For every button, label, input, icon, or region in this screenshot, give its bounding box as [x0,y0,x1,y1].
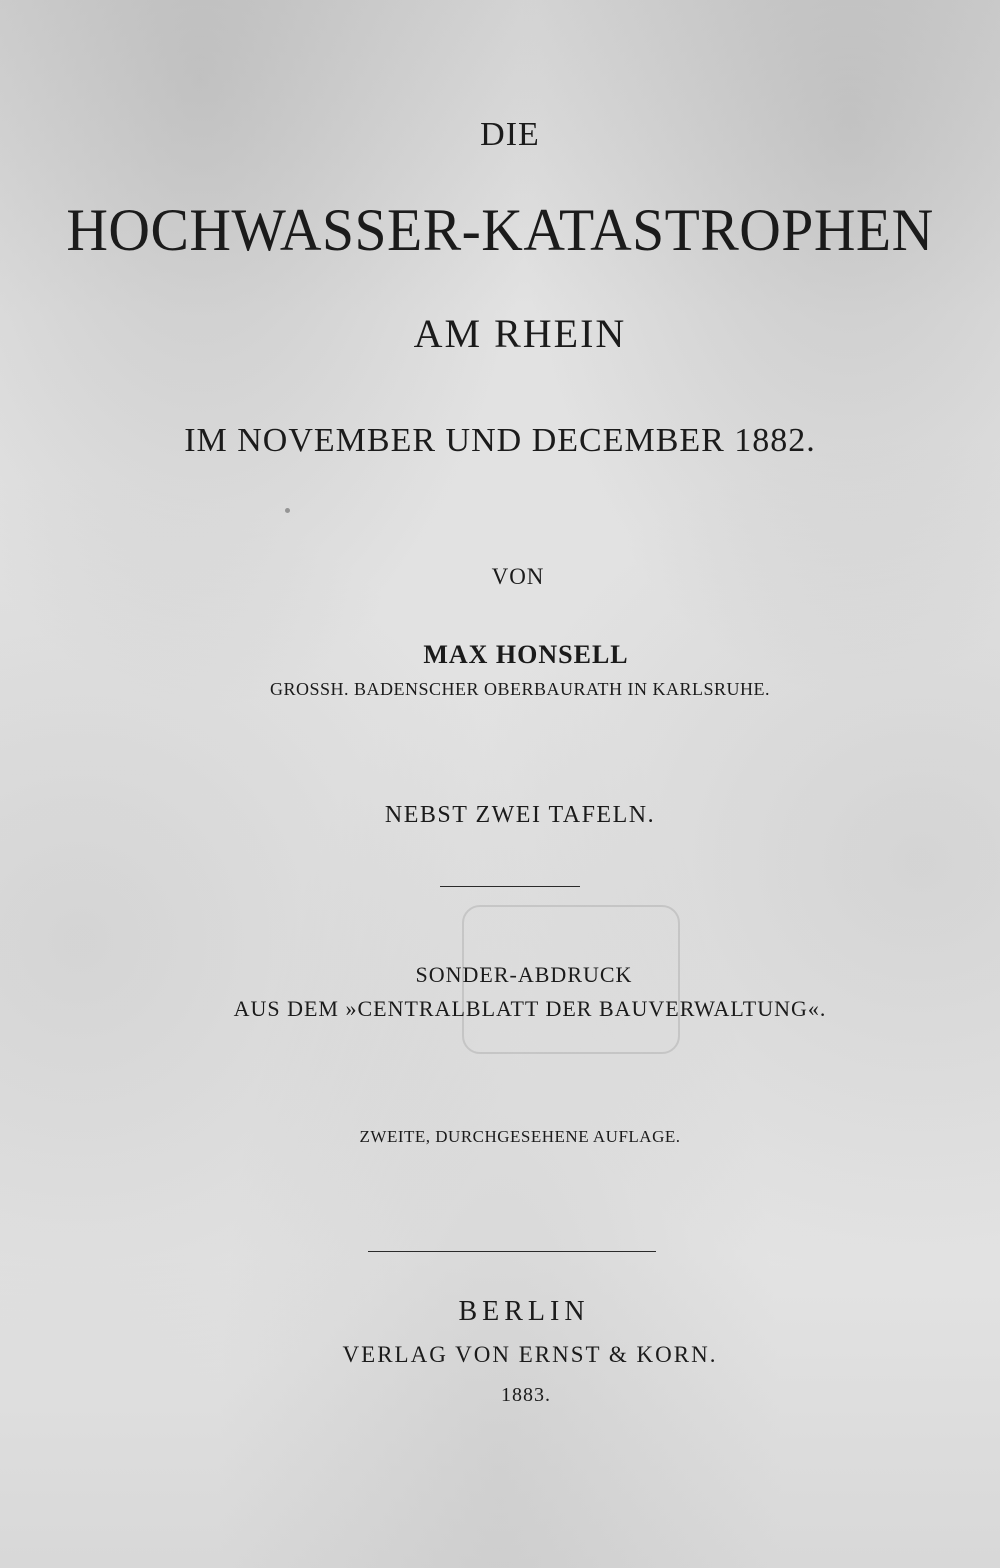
reprint-source: AUS DEM »CENTRALBLATT DER BAUVERWALTUNG«. [233,996,827,1021]
edition-note: ZWEITE, DURCHGESEHENE AUFLAGE. [359,1127,681,1146]
ink-speck [285,508,290,513]
publisher-city: BERLIN [458,1296,590,1327]
author-position: GROSSH. BADENSCHER OBERBAURATH IN KARLSRUHE. [269,679,771,699]
main-title: HOCHWASSER-KATASTROPHEN [66,197,934,263]
title-article: DIE [480,116,540,153]
plates-note: NEBST ZWEI TAFELN. [384,802,656,828]
divider-rule [368,1251,656,1252]
by-label: VON [491,564,545,589]
title-period: IM NOVEMBER UND DECEMBER 1882. [184,422,816,459]
publication-year: 1883. [501,1384,551,1406]
reprint-label: SONDER-ABDRUCK [415,962,633,987]
author-name: MAX HONSELL [423,640,629,669]
title-location: AM RHEIN [413,311,627,356]
divider-rule [440,886,580,887]
publisher-name: VERLAG VON ERNST & KORN. [342,1342,718,1367]
